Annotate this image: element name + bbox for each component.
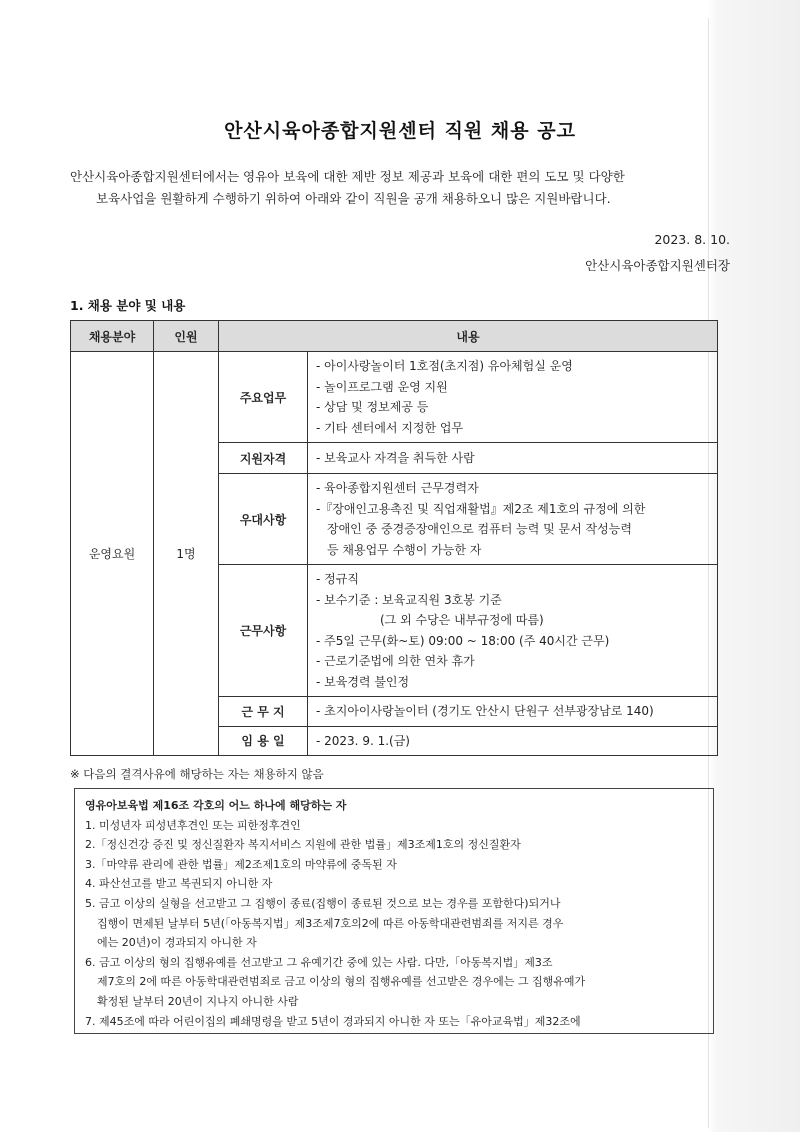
box-heading: 영유아보육법 제16조 각호의 어느 하나에 해당하는 자 [85, 799, 347, 812]
list-item: 4. 파산선고를 받고 복권되지 아니한 자 [85, 877, 273, 891]
list-item: - 기타 센터에서 지정한 업무 [316, 420, 464, 435]
row-label-start-date: 임 용 일 [219, 726, 308, 756]
page-title: 안산시육아종합지원센터 직원 채용 공고 [224, 120, 576, 142]
intro-line-2: 보육사업을 원활하게 수행하기 위하여 아래와 같이 직원을 공개 채용하오니 많은 지원바랍니다. [96, 191, 611, 206]
list-item: 3.「마약류 관리에 관한 법률」제2조제1호의 마약류에 중독된 자 [85, 857, 397, 871]
list-item: 6. 금고 이상의 형의 집행유예를 선고받고 그 유예기간 중에 있는 사람. 다만,「아동복지법」제3조 [85, 955, 553, 969]
row-label-workplace: 근 무 지 [219, 697, 308, 727]
list-item: - 아이사랑놀이터 1호점(초지점) 유아체험실 운영 [316, 359, 573, 373]
list-item: 장애인 중 중경증장애인으로 컴퓨터 능력 및 문서 작성능력 [327, 522, 632, 536]
list-item: -『장애인고용촉진 및 직업재활법』제2조 제1호의 규정에 의한 [316, 501, 646, 516]
list-item: 5. 금고 이상의 실형을 선고받고 그 집행이 종료(집행이 종료된 것으로 보는 경우를 포함한다)되거나 [85, 896, 561, 910]
list-item: - 정규직 [316, 572, 359, 586]
row-content-qualification [308, 443, 718, 474]
list-item: - 보수기준 : 보육교직원 3호봉 기준 [316, 592, 502, 607]
list-item: 2.「정신건강 증진 및 정신질환자 복지서비스 지원에 관한 법률」제3조제1호의 정신질환자 [85, 838, 521, 852]
header-count: 인원 [154, 321, 219, 352]
row-content-preference [308, 474, 718, 565]
table-row [71, 352, 718, 443]
list-item: - 주5일 근무(화~토) 09:00 ~ 18:00 (주 40시간 근무) [316, 633, 610, 648]
list-item: 에는 20년)이 경과되지 아니한 자 [97, 936, 257, 950]
list-item: - 상담 및 정보제공 등 [316, 400, 429, 414]
row-content-start-date [308, 726, 718, 756]
list-item: - 놀이프로그램 운영 지원 [316, 379, 448, 394]
intro-line-1: 안산시육아종합지원센터에서는 영유아 보육에 대한 제반 정보 제공과 보육에 대한 편의 도모 및 다양한 [70, 169, 625, 184]
row-content-main-duties [308, 352, 718, 443]
list-item: 7. 제45조에 따라 어린이집의 폐쇄명령을 받고 5년이 경과되지 아니한 자 또는「유아교육법」제32조에 [85, 1014, 581, 1028]
header-content: 내용 [219, 321, 718, 352]
list-item: - 초지아이사랑놀이터 (경기도 안산시 단원구 선부광장남로 140) [316, 704, 654, 718]
intro-paragraph [70, 166, 730, 210]
field-cell: 운영요원 [71, 352, 154, 756]
row-label-main-duties: 주요업무 [219, 352, 308, 443]
header-field: 채용분야 [71, 321, 154, 352]
disqualification-box [74, 788, 714, 1034]
row-label-preference: 우대사항 [219, 474, 308, 565]
list-item: - 보육교사 자격을 취득한 사람 [316, 450, 475, 465]
list-item: 집행이 면제된 날부터 5년(「아동복지법」제3조제7호의2에 따른 아동학대관련범죄를 저지른 경우 [97, 916, 564, 930]
list-item: - 근로기준법에 의한 연차 휴가 [316, 654, 475, 668]
row-content-workplace [308, 697, 718, 727]
list-item: - 2023. 9. 1.(금) [316, 733, 410, 748]
list-item: - 보육경력 불인정 [316, 674, 410, 689]
row-label-work-conditions: 근무사항 [219, 565, 308, 697]
issuing-organization: 안산시육아종합지원센터장 [585, 258, 730, 273]
announcement-date: 2023. 8. 10. [654, 232, 730, 247]
disqualification-note: ※ 다음의 결격사유에 해당하는 자는 채용하지 않음 [70, 767, 324, 781]
list-item: 1. 미성년자 피성년후견인 또는 피한정후견인 [85, 818, 301, 832]
list-item: 제7호의 2에 따른 아동학대관련범죄로 금고 이상의 형의 집행유예를 선고받은 경우에는 그 집행유예가 [97, 975, 586, 989]
row-content-work-conditions [308, 565, 718, 697]
list-item: - 육아종합지원센터 근무경력자 [316, 481, 479, 495]
list-item: (그 외 수당은 내부규정에 따름) [380, 613, 544, 627]
count-cell: 1명 [154, 352, 219, 756]
list-item: 등 채용업무 수행이 가능한 자 [327, 542, 482, 557]
table-header-row [71, 321, 718, 352]
list-item: 확정된 날부터 20년이 지나지 아니한 사람 [97, 994, 299, 1008]
recruitment-table [70, 320, 718, 756]
row-label-qualification: 지원자격 [219, 443, 308, 474]
section-heading: 1. 채용 분야 및 내용 [70, 298, 186, 313]
